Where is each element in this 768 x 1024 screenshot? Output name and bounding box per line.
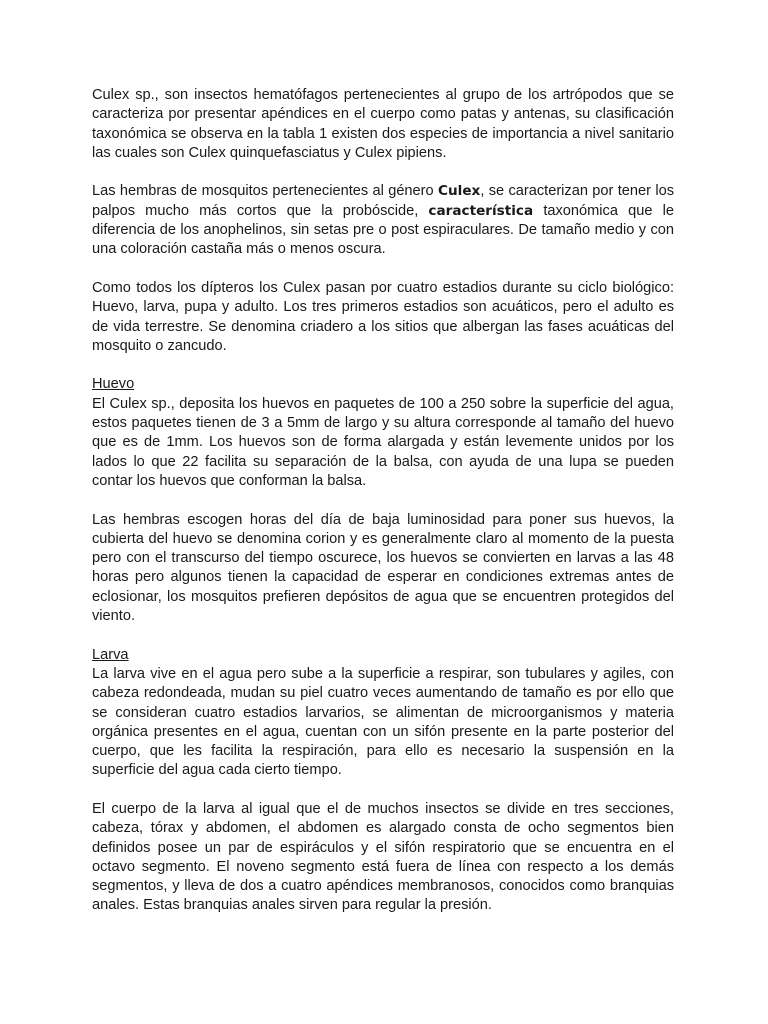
paragraph-huevo-deposito: El Culex sp., deposita los huevos en paquetes de 100 a 250 sobre la superficie del agua, estos paquetes tienen de 3 a 5mm de largo y su altura corresponde al tamaño del huevo que es de 1mm. Los huevos son de forma alargada y están levemente unidos por los lados lo que 22 facilita su separación de la balsa, con ayuda de una lupa se pueden contar los huevos que conforman la balsa. xyxy=(92,395,674,489)
section-heading-larva: Larva xyxy=(92,646,129,663)
paragraph-culex-intro: Culex sp., son insectos hematófagos pertenecientes al grupo de los artrópodos que se caracteriza por presentar apéndices en el cuerpo como patas y antenas, su clasificación taxonómica se observa en la tabla 1 existen dos especies de importancia a nivel sanitario las cuales son Culex quinquefasciatus y Culex pipiens. xyxy=(92,87,674,161)
paragraph-ciclo-biologico: Como todos los dípteros los Culex pasan por cuatro estadios durante su ciclo biológico: Huevo, larva, pupa y adulto. Los tres primeros estadios son acuáticos, pero el adulto es de vida terrestre. Se denomina criadero a los sitios que albergan las fases acuáticas del mosquito o zancudo. xyxy=(92,279,674,354)
paragraph-text: taxonómica que le diferencia de los anophelinos, sin setas pre o post espiraculares. De tamaño medio y con una coloración castaña más o menos oscura. xyxy=(92,202,674,258)
bold-term-culex: Culex xyxy=(438,183,481,200)
paragraph-larva-cuerpo: El cuerpo de la larva al igual que el de muchos insectos se divide en tres secciones, cabeza, tórax y abdomen, el abdomen es alargado consta de ocho segmentos bien definidos posee un par de espiráculos y el sifón respiratorio que se encuentra en el octavo segmento. El noveno segmento está fuera de línea con respecto a los demás segmentos, y lleva de dos a cuatro apéndices membranosos, conocidos como branquias anales. Estas branquias anales sirven para regular la presión. xyxy=(92,800,674,914)
paragraph-hembras-mosquitos xyxy=(92,182,674,259)
paragraph-larva-vida: La larva vive en el agua pero sube a la superficie a respirar, son tubulares y agiles, con cabeza redondeada, mudan su piel cuatro veces aumentando de tamaño es por ello que se consideran cuatro estadios larvarios, se alimentan de microorganismos y materia orgánica presentes en el agua, cuentan con un sifón presente en la parte posterior del cuerpo, que les facilita la respiración, para ello es necesario la suspensión en la superficie del agua cada cierto tiempo. xyxy=(92,665,674,779)
document-body xyxy=(92,86,674,935)
paragraph-text: , se caracterizan por tener los palpos mucho más cortos que la probóscide, xyxy=(92,183,674,219)
paragraph-huevo-hembras: Las hembras escogen horas del día de baja luminosidad para poner sus huevos, la cubierta del huevo se denomina corion y es generalmente claro al momento de la puesta pero con el transcurso del tiempo oscurece, los huevos se convierten en larvas a las 48 horas pero algunos tienen la capacidad de esperar en condiciones extremas antes de eclosionar, los mosquitos prefieren depósitos de agua que se encuentren protegidos del viento. xyxy=(92,511,674,625)
paragraph-text: Las hembras de mosquitos pertenecientes al género xyxy=(92,183,438,200)
section-heading-huevo: Huevo xyxy=(92,376,135,393)
bold-term-caracteristica: característica xyxy=(428,202,534,219)
